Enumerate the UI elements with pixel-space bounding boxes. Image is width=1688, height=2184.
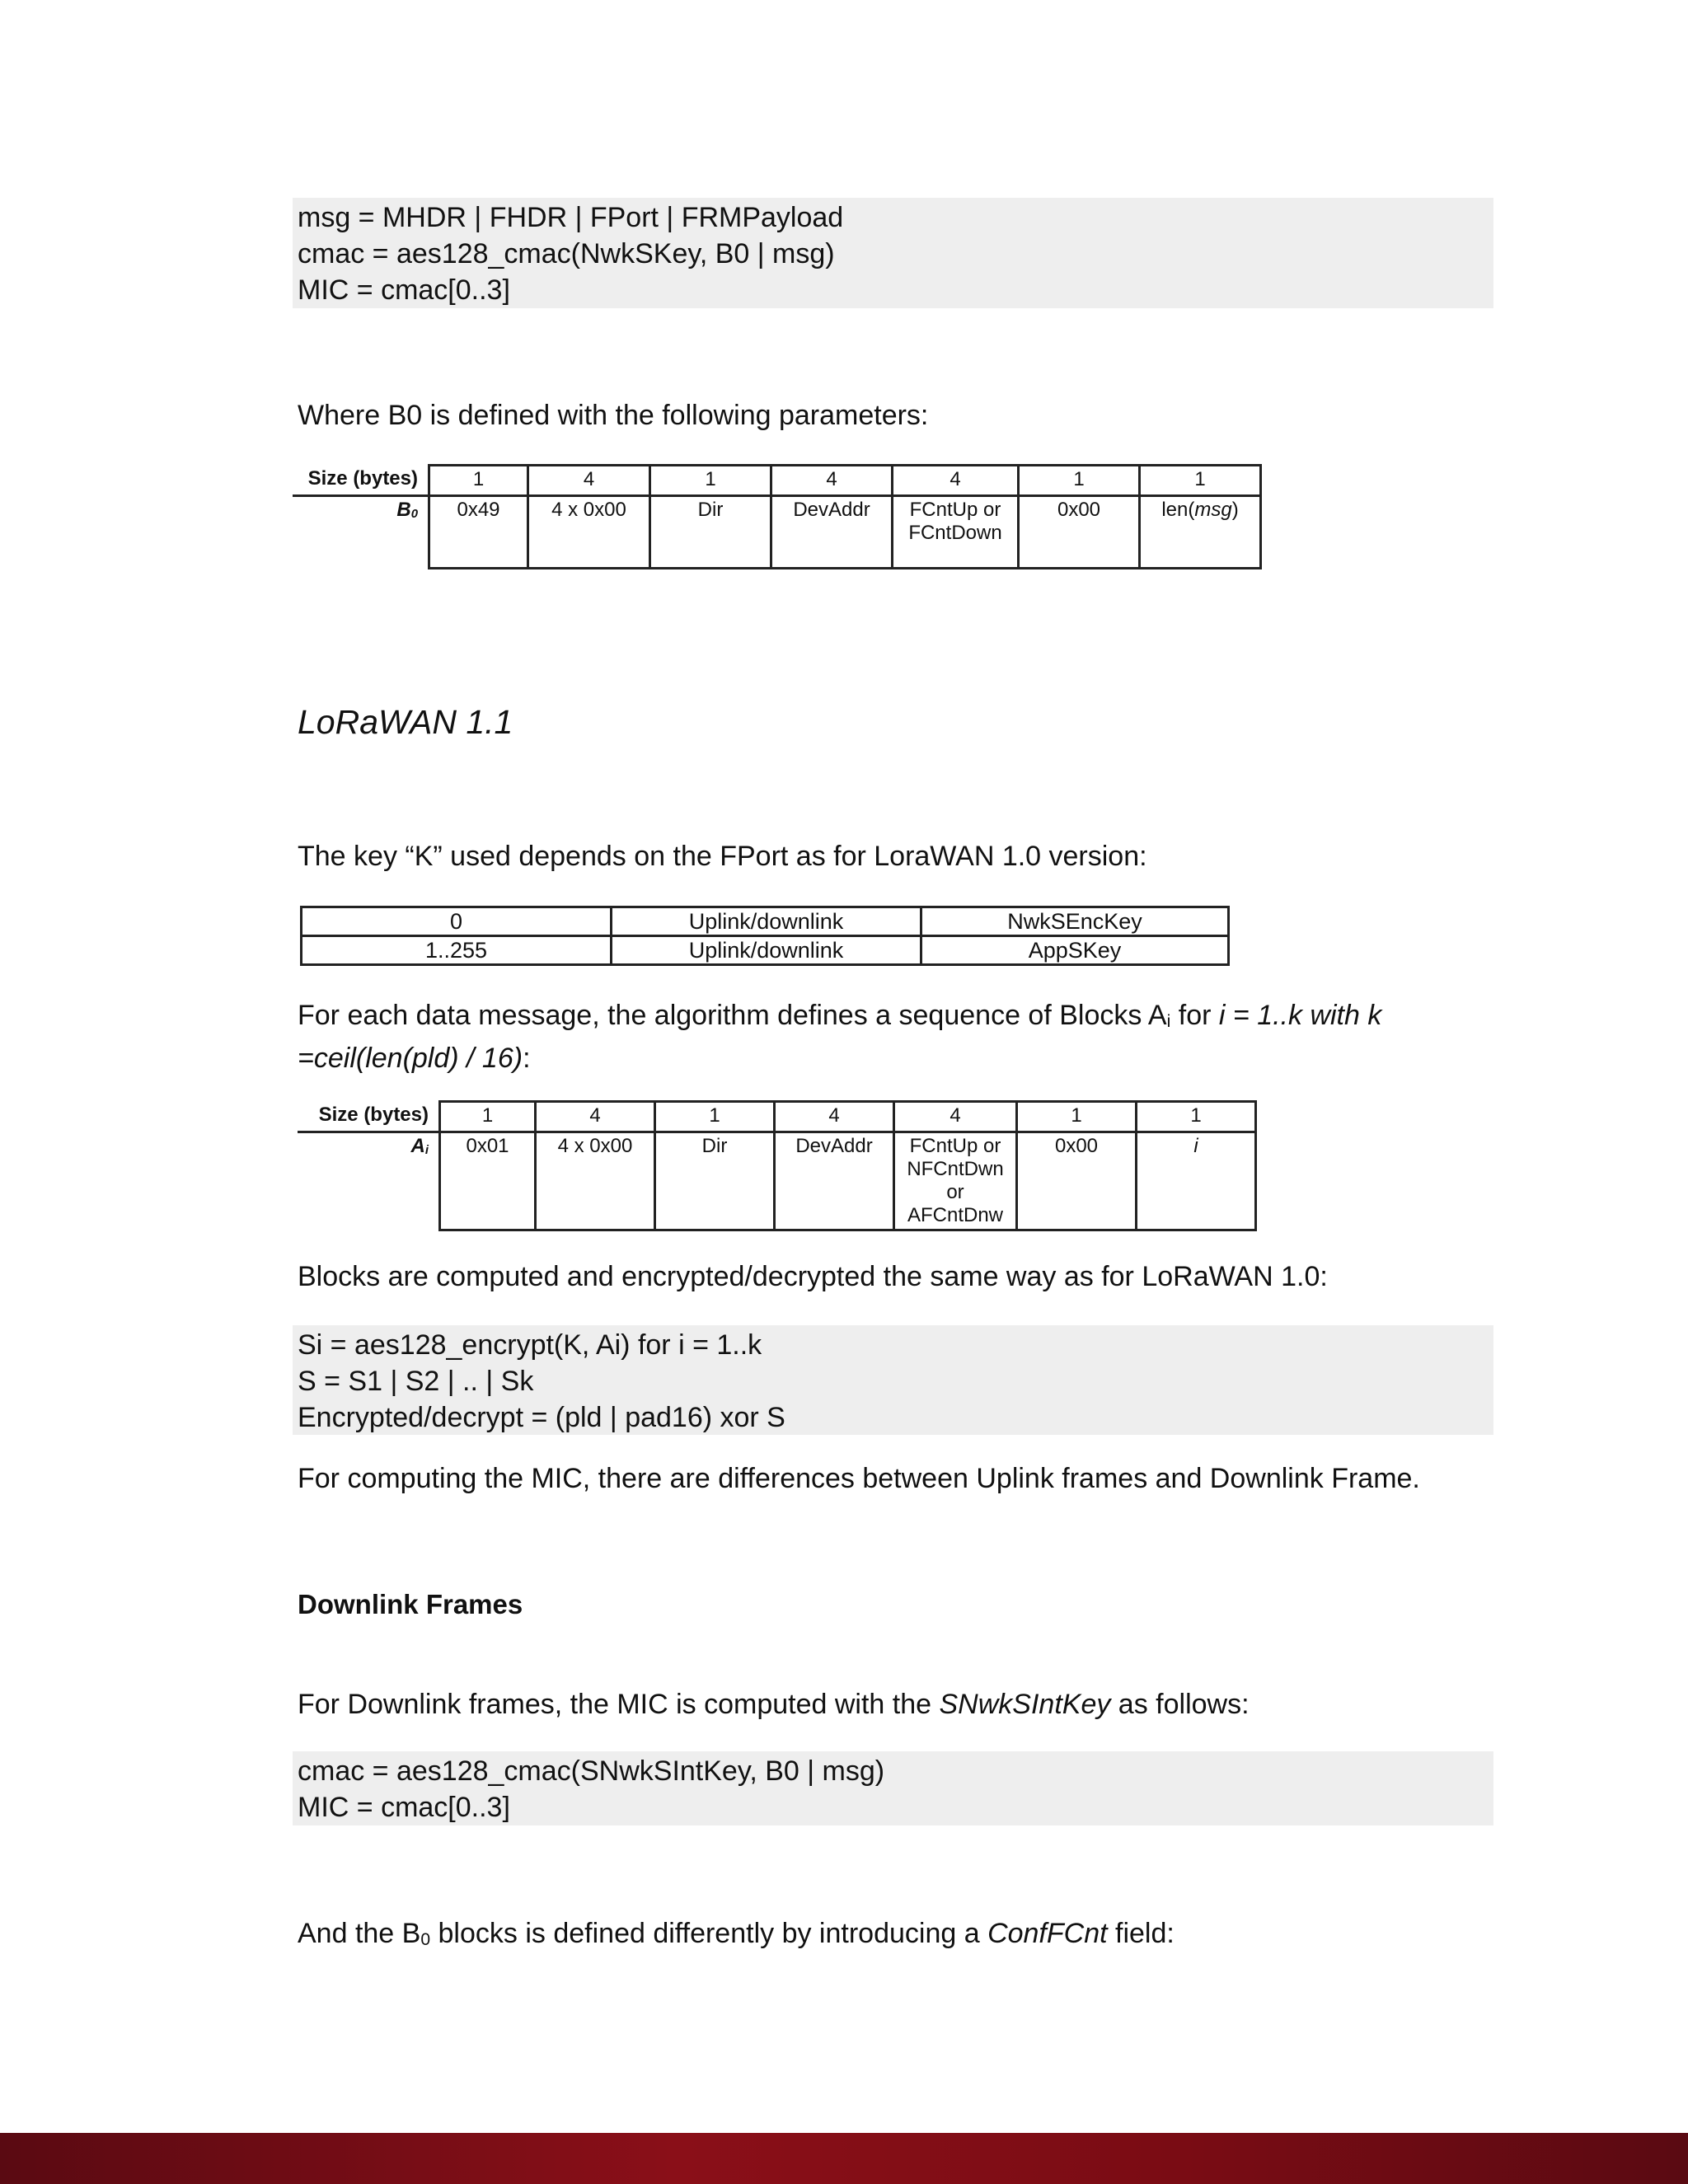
code-line: MIC = cmac[0..3] [298, 274, 510, 306]
b0-value-cell: 0x00 [1019, 496, 1140, 569]
size-bytes-label: Size (bytes) [298, 1102, 440, 1132]
b0-value-cell: FCntUp or FCntDown [893, 496, 1019, 569]
fport-cell: 0 [302, 907, 612, 936]
lorawan-11-heading: LoRaWAN 1.1 [298, 703, 513, 741]
size-cell: 1 [650, 466, 771, 496]
size-cell: 1 [440, 1102, 536, 1132]
code-line: Encrypted/decrypt = (pld | pad16) xor S [298, 1402, 785, 1433]
code-block-encrypt [293, 1325, 1493, 1435]
size-cell: 4 [894, 1102, 1017, 1132]
code-line: Si = aes128_encrypt(K, Ai) for i = 1..k [298, 1329, 762, 1361]
size-cell: 1 [1137, 1102, 1256, 1132]
b0-value-cell: 4 x 0x00 [528, 496, 650, 569]
size-cell: 4 [771, 466, 893, 496]
key-cell: AppSKey [921, 936, 1229, 965]
size-cell: 4 [775, 1102, 894, 1132]
ai-value-cell: DevAddr [775, 1132, 894, 1230]
size-cell: 4 [536, 1102, 655, 1132]
blocks-definition-paragraph: For each data message, the algorithm defines a sequence of Blocks Ai for i = 1..k with k =ceil(len(pld) / 16): [298, 1000, 1382, 1075]
code-block-mic [293, 198, 1493, 308]
size-cell: 4 [528, 466, 650, 496]
b0-row-label: B0 [396, 499, 418, 522]
code-block-downlink-mic [293, 1751, 1493, 1825]
ai-value-cell: 4 x 0x00 [536, 1132, 655, 1230]
ai-value-cell: i [1137, 1132, 1256, 1230]
size-cell: 1 [1017, 1102, 1137, 1132]
b0-block-table [293, 464, 1262, 569]
ai-value-cell: Dir [655, 1132, 775, 1230]
footer-bar [0, 2133, 1688, 2184]
ai-row-label: Ai [410, 1135, 429, 1158]
fport-cell: 1..255 [302, 936, 612, 965]
code-line: cmac = aes128_cmac(NwkSKey, B0 | msg) [298, 238, 835, 269]
code-line: S = S1 | S2 | .. | Sk [298, 1366, 534, 1397]
fport-key-table [300, 906, 1230, 966]
b0-value-cell: len(msg) [1140, 496, 1261, 569]
size-cell: 1 [1019, 466, 1140, 496]
b0-intro-paragraph: Where B0 is defined with the following parameters: [298, 400, 929, 431]
size-bytes-label: Size (bytes) [293, 466, 429, 496]
direction-cell: Uplink/downlink [612, 907, 921, 936]
b0-difference-paragraph: And the B0 blocks is defined differently by introducing a ConfFCnt field: [298, 1918, 1175, 1950]
b0-value-cell: 0x49 [429, 496, 528, 569]
code-line: cmac = aes128_cmac(SNwkSIntKey, B0 | msg) [298, 1755, 885, 1787]
direction-cell: Uplink/downlink [612, 936, 921, 965]
mic-differences-paragraph: For computing the MIC, there are differences between Uplink frames and Downlink Frame. [298, 1463, 1420, 1494]
downlink-frames-heading: Downlink Frames [298, 1589, 523, 1619]
b0-value-cell: Dir [650, 496, 771, 569]
ai-block-table [298, 1100, 1257, 1231]
b0-value-cell: DevAddr [771, 496, 893, 569]
downlink-mic-paragraph: For Downlink frames, the MIC is computed with the SNwkSIntKey as follows: [298, 1689, 1250, 1720]
key-intro-paragraph: The key “K” used depends on the FPort as for LoraWAN 1.0 version: [298, 841, 1147, 872]
size-cell: 1 [429, 466, 528, 496]
size-cell: 1 [1140, 466, 1261, 496]
code-line: msg = MHDR | FHDR | FPort | FRMPayload [298, 202, 844, 233]
ai-value-cell: 0x01 [440, 1132, 536, 1230]
blocks-computed-paragraph: Blocks are computed and encrypted/decrypted the same way as for LoRaWAN 1.0: [298, 1261, 1328, 1292]
size-cell: 4 [893, 466, 1019, 496]
size-cell: 1 [655, 1102, 775, 1132]
ai-value-cell: 0x00 [1017, 1132, 1137, 1230]
key-cell: NwkSEncKey [921, 907, 1229, 936]
code-line: MIC = cmac[0..3] [298, 1792, 510, 1823]
ai-value-cell: FCntUp or NFCntDwn or AFCntDnw [894, 1132, 1017, 1230]
